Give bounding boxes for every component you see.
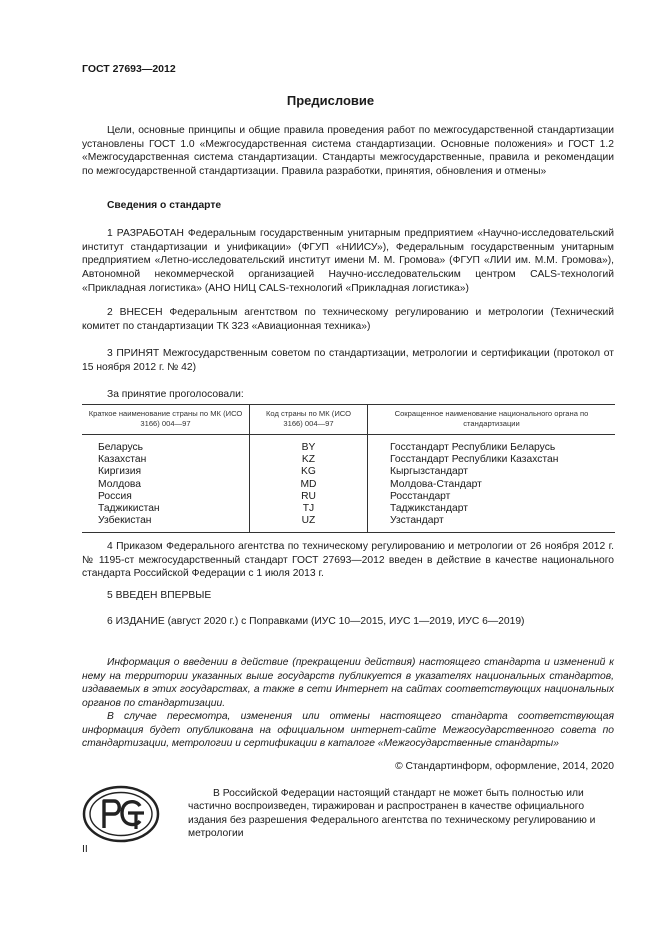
code-cell: RU xyxy=(250,491,368,503)
code-cell: UZ xyxy=(250,515,368,533)
copyright-line: © Стандартинформ, оформление, 2014, 2020 xyxy=(395,761,614,772)
column-header-code: Код страны по МК (ИСО 3166) 004—97 xyxy=(250,405,368,435)
body-cell: Госстандарт Республики Казахстан xyxy=(368,454,616,466)
document-header: ГОСТ 27693—2012 xyxy=(82,63,176,75)
country-cell: Россия xyxy=(98,490,132,502)
code-cell: BY xyxy=(250,435,368,455)
item-order: 4 Приказом Федерального агентства по техническому регулированию и метрологии от 26 ноября 2012 г. № 1195-ст межгосударственный стандарт ГОСТ 27693—2012 введен в действие в качестве национального стандарта Российской Федерации с 1 июля 2013 г. xyxy=(82,541,614,580)
note-revision: В случае пересмотра, изменения или отмены настоящего стандарта соответствующая информация будет опубликована на официальном интернет-сайте Межгосударственного совета по стандартизации, метрологии и сертификации в каталоге «Межгосударственные стандарты» xyxy=(82,711,614,750)
item-developed: 1 РАЗРАБОТАН Федеральным государственным унитарным предприятием «Научно-исследовательский институт стандартизации и унификации» (ФГУП «НИИСУ»), Федеральным государственным унитарным предприятием «Летно-исследовательский институт имени М. М. Громова» (ФГУП «ЛИИ им. М.М. Громова»), Автономной некоммерческой организацией Научно-исследовательским центром CALS-технологий «Прикладная логистика» (АНО НИЦ CALS-технологий «Прикладная логистика») xyxy=(82,228,614,294)
table-row xyxy=(82,466,615,478)
country-cell: Молдова xyxy=(98,478,142,490)
body-cell: Молдова-Стандарт xyxy=(368,479,616,491)
rst-logo xyxy=(82,785,160,848)
item-edition: 6 ИЗДАНИЕ (август 2020 г.) с Поправками (ИУС 10—2015, ИУС 1—2019, ИУС 6—2019) xyxy=(107,616,525,627)
country-cell: Таджикистан xyxy=(98,503,160,515)
table-row xyxy=(82,491,615,503)
table-row xyxy=(82,503,615,515)
body-cell: Росстандарт xyxy=(368,491,616,503)
table-row xyxy=(82,479,615,491)
voting-table xyxy=(82,404,615,533)
item-voted: За принятие проголосовали: xyxy=(107,389,244,400)
table-row xyxy=(82,454,615,466)
page-title: Предисловие xyxy=(286,93,375,108)
column-header-country: Краткое наименование страны по МК (ИСО 3166) 004—97 xyxy=(82,405,250,435)
country-cell: Беларусь xyxy=(98,442,144,453)
body-cell: Кыргызстандарт xyxy=(368,466,616,478)
country-cell: Узбекистан xyxy=(82,515,250,533)
note-info: Информация о введении в действие (прекращении действия) настоящего стандарта и изменений к нему на территории указанных выше государств публикуется в указателях национальных стандартов, издаваемых в этих государствах, а также в сети Интернет на сайтах соответствующих национальных органов по стандартизации. xyxy=(82,657,614,710)
body-cell: Таджикстандарт xyxy=(368,503,616,515)
code-cell: KZ xyxy=(250,454,368,466)
column-header-body: Сокращенное наименование национального органа по стандартизации xyxy=(368,405,616,435)
body-cell: Узстандарт xyxy=(368,515,616,533)
country-cell: Казахстан xyxy=(98,454,147,466)
page-number: II xyxy=(82,843,88,855)
code-cell: MD xyxy=(250,479,368,491)
code-cell: TJ xyxy=(250,503,368,515)
info-heading: Сведения о стандарте xyxy=(107,200,222,211)
country-cell: Киргизия xyxy=(98,466,142,478)
code-cell: KG xyxy=(250,466,368,478)
item-first-introduced: 5 ВВЕДЕН ВПЕРВЫЕ xyxy=(107,590,212,601)
table-header-row xyxy=(82,405,615,435)
item-introduced: 2 ВНЕСЕН Федеральным агентством по техническому регулированию и метрологии (Технический комитет по стандартизации ТК 323 «Авиационная техника») xyxy=(82,307,614,332)
table-row xyxy=(82,515,615,533)
body-cell: Госстандарт Республики Беларусь xyxy=(368,435,616,455)
table-row xyxy=(82,435,615,455)
item-adopted: 3 ПРИНЯТ Межгосударственным советом по стандартизации, метрологии и сертификации (протокол от 15 ноября 2012 г. № 42) xyxy=(82,348,614,373)
legal-notice: В Российской Федерации настоящий стандарт не может быть полностью или частично воспроизведен, тиражирован и распространен в качестве официального издания без разрешения Федерального агентства по техническому регулированию и метрологии xyxy=(188,788,596,840)
intro-paragraph: Цели, основные принципы и общие правила проведения работ по межгосударственной стандартизации установлены ГОСТ 1.0 «Межгосударственная система стандартизации. Основные положения» и ГОСТ 1.2 «Межгосударственная система стандартизации. Стандарты межгосударственные, правила и рекомендации по межгосударственной стандартизации. Правила разработки, принятия, обновления и отмены» xyxy=(82,125,614,178)
